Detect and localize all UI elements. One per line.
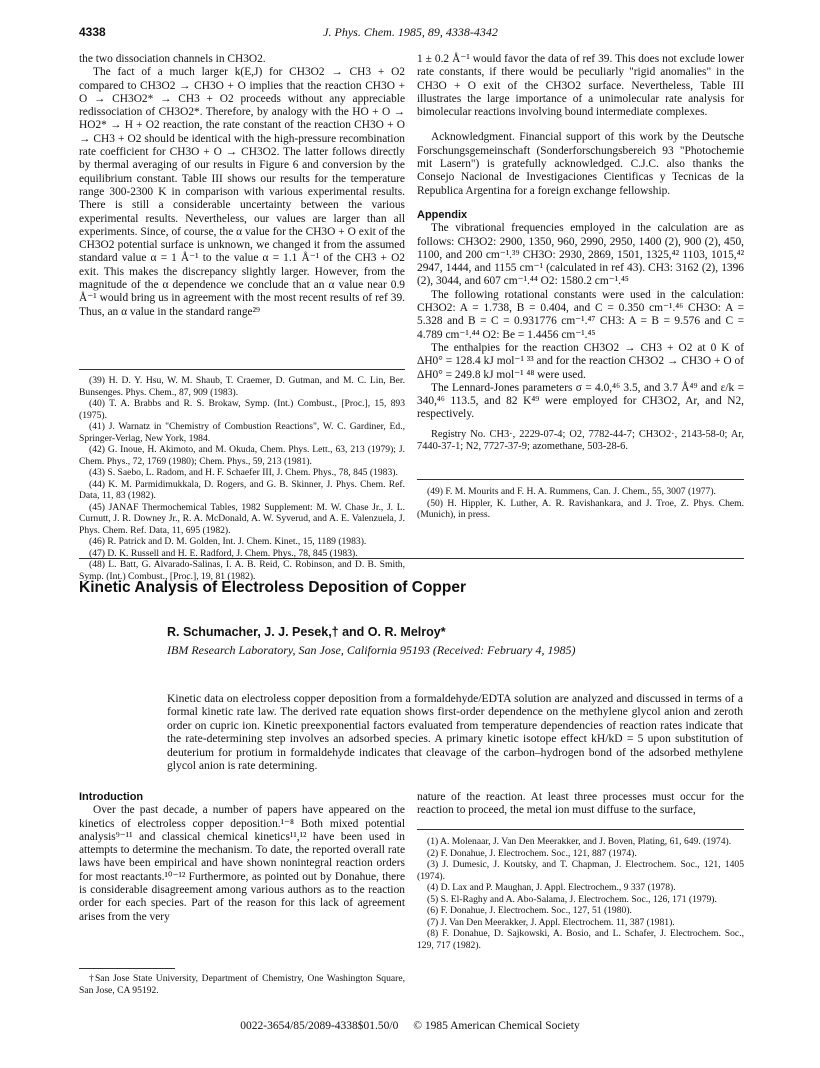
reference-item: (7) J. Van Den Meerakker, J. Appl. Electrochem. 11, 387 (1981). [427,916,675,928]
footnote-item: †San Jose State University, Department of Chemistry, One Washington Square, San Jose, CA 95192. [79,973,405,996]
reference-item: (46) R. Patrick and D. M. Golden, Int. J. Chem. Kinet., 15, 1189 (1983). [89,536,367,547]
journal-citation: J. Phys. Chem. 1985, 89, 4338-4342 [323,25,498,39]
body-paragraph: The fact of a much larger k(E,J) for CH3O2 → CH3 + O2 compared to CH3O2 → CH3O + O implies that the reaction CH3O + O → CH3O2* → CH3 + O2 proceeds without any appreciable redissociation of CH3O2*. Therefore, by analogy with the HO + O → HO2* → H + O2 reaction, the rate constant of the reaction CH3O + O → CH3 + O2 should be identical with the high-pressure recombination rate coefficient for CH3O + O → CH3O2. The latter follows directly by thermal averaging of our results in Figure 6 and conversion by the equilibrium constant. Table III shows our results for the temperature range 300-2300 K in comparison with various experimental results. There is still a considerable uncertainty between the various experimental results. Nevertheless, our values are larger than all experiments. Since, of course, the α value for the CH3O + O exit of the CH3O2 potential surface is unknown, we changed it from the assumed standard value α = 1 Å⁻¹ to the value α = 1.1 Å⁻¹ of the CH3 + O2 exit. This makes the discrepancy slightly larger. However, from the magnitude of the α dependence we conclude that an α value near 0.9 Å⁻¹ would bring us in agreement with the most recent results of ref 39. Thus, an α value in the standard range²⁹ [79,66,405,318]
page-footer [0,1020,820,1033]
running-header [79,26,742,42]
appendix-paragraph: The following rotational constants were used in the calculation: CH3O2: A = 1.738, B = 0.404, and C = 0.350 cm⁻¹.⁴⁶ CH3O: A = 5.328 and B = C = 0.931776 cm⁻¹.⁴⁷ CH3: A = B = 9.576 and C = 4.789 cm⁻¹.⁴⁴ O2: Be = 1.4456 cm⁻¹.⁴⁵ [417,288,744,341]
reference-list-right [417,486,744,521]
reference-item: (4) D. Lax and P. Maughan, J. Appl. Electrochem., 9 337 (1978). [427,882,676,893]
reference-item: (43) S. Saebo, L. Radom, and H. F. Schaefer III, J. Chem. Phys., 78, 845 (1983). [89,467,398,478]
reference-item: (5) S. El-Raghy and A. Abo-Salama, J. Electrochem. Soc., 126, 171 (1979). [427,893,717,905]
reference-item: (6) F. Donahue, J. Electrochem. Soc., 127, 51 (1980). [427,905,632,916]
footnote-divider [79,968,175,969]
reference-item: (3) J. Dumesic, J. Koutsky, and T. Chapman, J. Electrochem. Soc., 121, 1405 (1974). [417,859,744,882]
appendix-paragraph: The vibrational frequencies employed in the calculation are as follows: CH3O2: 2900, 1350, 960, 2990, 2950, 1400 (2), 900 (2), 450, 1100, and 200 cm⁻¹.³⁹ CH3O: 2930, 2869, 1501, 1325,⁴² 1103, 1015,⁴² 2947, 1444, and 1155 cm⁻¹ (calculated in ref 43). CH3: 3162 (2), 1396 (2), 3044, and 607 cm⁻¹.⁴⁴ O2: 1580.2 cm⁻¹.⁴⁵ [417,222,744,288]
article-abstract: Kinetic data on electroless copper deposition from a formaldehyde/EDTA solution are analyzed and discussed in terms of a formal kinetic rate law. The derived rate equation shows first-order dependence on the methylene glycol anion and zeroth order on cupric ion. Kinetic preexponential factors evaluated from temperature dependencies of reaction rates indicate that the rate-determining step involves an adsorbed species. A primary kinetic isotope effect kH/kD = 5 upon substitution of deuterium for protium in formaldehyde indicates that cleavage of the carbon–hydrogen bond of the adsorbed methylene glycol anion is rate determining. [167,692,743,773]
reference-item: (49) F. M. Mourits and F. H. A. Rummens, Can. J. Chem., 55, 3007 (1977). [427,486,716,497]
reference-item: (45) JANAF Thermochemical Tables, 1982 Supplement: M. W. Chase Jr., J. L. Curnutt, J. R. Downey Jr., R. A. McDonald, A. W. Syverud, and A. E. Valenzuela, J. Phys. Chem. Ref. Data, 11, 695 (1982). [79,501,405,536]
reference-item: (42) G. Inoue, H. Akimoto, and M. Okuda, Chem. Phys. Lett., 63, 213 (1979); J. Chem. Phys., 72, 1769 (1980); Chem. Phys., 59, 213 (1981). [79,444,405,467]
article-title: Kinetic Analysis of Electroless Deposition of Copper [79,579,467,596]
page-number: 4338 [79,25,106,39]
appendix-paragraph: The enthalpies for the reaction CH3O2 → CH3 + O2 at 0 K of ΔH0° = 128.4 kJ mol⁻¹ ³³ and for the reaction CH3O2 → CH3O + O of ΔH0° = 249.8 kJ mol⁻¹ ⁴⁸ were used. [417,341,744,381]
article-affiliation: IBM Research Laboratory, San Jose, California 95193 (Received: February 4, 1985) [167,643,576,657]
reference-item: (47) D. K. Russell and H. E. Radford, J. Chem. Phys., 78, 845 (1983). [89,547,358,559]
reference-item: (2) F. Donahue, J. Electrochem. Soc., 121, 887 (1974). [427,847,637,859]
body-paragraph: 1 ± 0.2 Å⁻¹ would favor the data of ref 39. This does not exclude lower rate constants, if there would be peculiarly "rigid anomalies" in the CH3O + O exit of the CH3O2 surface. Nevertheless, Table III illustrates the large importance of a unimolecular rate analysis for bimolecular reactions involving bound intermediate complexes. [417,53,744,119]
reference-item: (1) A. Molenaar, J. Van Den Meerakker, and J. Boven, Plating, 61, 649. (1974). [427,836,732,847]
article-authors: R. Schumacher, J. J. Pesek,† and O. R. Melroy* [167,625,446,639]
reference-item: (50) H. Hippler, K. Luther, A. R. Ravishankara, and J. Troe, Z. Phys. Chem. (Munich), in press. [417,497,744,520]
reference-item: (48) L. Batt, G. Alvarado-Salinas, I. A. B. Reid, C. Robinson, and D. B. Smith, Symp. (Int.) Combust., [Proc.], 19, 81 (1982). [79,559,405,582]
article-divider [79,558,744,559]
body-paragraph: Over the past decade, a number of papers have appeared on the kinetics of electroless copper deposition.¹⁻⁸ Both mixed potential analysis⁹⁻¹¹ and classical chemical kinetics¹¹,¹² have been used in attempts to determine the mechanism. To date, the reported overall rate laws have been empirical and have shown nonintegral reaction orders for most reactants.¹⁰⁻¹² Furthermore, as pointed out by Donahue, there is considerable disagreement among various authors as to the reaction order for each species. Part of the reason for this lack of agreement arises from the very [79,804,405,923]
body-paragraph: nature of the reaction. At least three processes must occur for the reaction to proceed, the metal ion must diffuse to the surface, [417,791,744,817]
left-column-continued [79,53,405,319]
reference-item: (44) K. M. Parmidimukkala, D. Rogers, and G. B. Skinner, J. Phys. Chem. Ref. Data, 11, 83 (1982). [79,478,405,501]
introduction-heading: Introduction [79,791,144,803]
affiliation-footnote [79,973,405,996]
intro-right-column [417,791,744,818]
reference-list-intro [417,836,744,951]
footnote-divider [79,369,405,370]
reference-item: (39) H. D. Y. Hsu, W. M. Shaub, T. Craemer, D. Gutman, and M. C. Lin, Ber. Bunsenges. Phys. Chem., 87, 909 (1983). [79,375,405,398]
reference-item: (8) F. Donahue, D. Sajkowski, A. Bosio, and L. Schafer, J. Electrochem. Soc., 129, 717 (1982). [417,928,744,951]
footnote-divider [417,479,744,480]
article-code: 0022-3654/85/2089-4338$01.50/0 [240,1020,399,1032]
right-column-continued [417,53,744,453]
appendix-heading: Appendix [417,208,468,221]
body-paragraph: the two dissociation channels in CH3O2. [79,53,266,65]
footnote-divider [417,829,744,830]
appendix-paragraph: The Lennard-Jones parameters σ = 4.0,⁴⁶ 3.5, and 3.7 Å⁴⁹ and ε/k = 340,⁴⁶ 113.5, and 82 K⁴⁹ were employed for CH3O2, Ar, and N2, respectively. [417,381,744,421]
copyright-notice: © 1985 American Chemical Society [413,1020,580,1032]
acknowledgment: Acknowledgment. Financial support of this work by the Deutsche Forschungsgemeinschaft (Sonderforschungsbereich 93 "Photochemie mit Lasern") is gratefully acknowledged. C.J.C. also thanks the Consejo Nacional de Investigaciones Cientificas y Tecnicas de la Republica Argentina for a foreign exchange fellowship. [417,131,744,197]
registry-numbers: Registry No. CH3·, 2229-07-4; O2, 7782-44-7; CH3O2·, 2143-58-0; Ar, 7440-37-1; N2, 7727-37-9; azomethane, 503-28-6. [417,428,744,452]
reference-list-left [79,375,405,582]
reference-item: (41) J. Warnatz in "Chemistry of Combustion Reactions", W. C. Gardiner, Ed., Springer-Verlag, New York, 1984. [79,421,405,444]
intro-left-column [79,791,405,924]
reference-item: (40) T. A. Brabbs and R. S. Brokaw, Symp. (Int.) Combust., [Proc.], 15, 893 (1975). [79,398,405,421]
